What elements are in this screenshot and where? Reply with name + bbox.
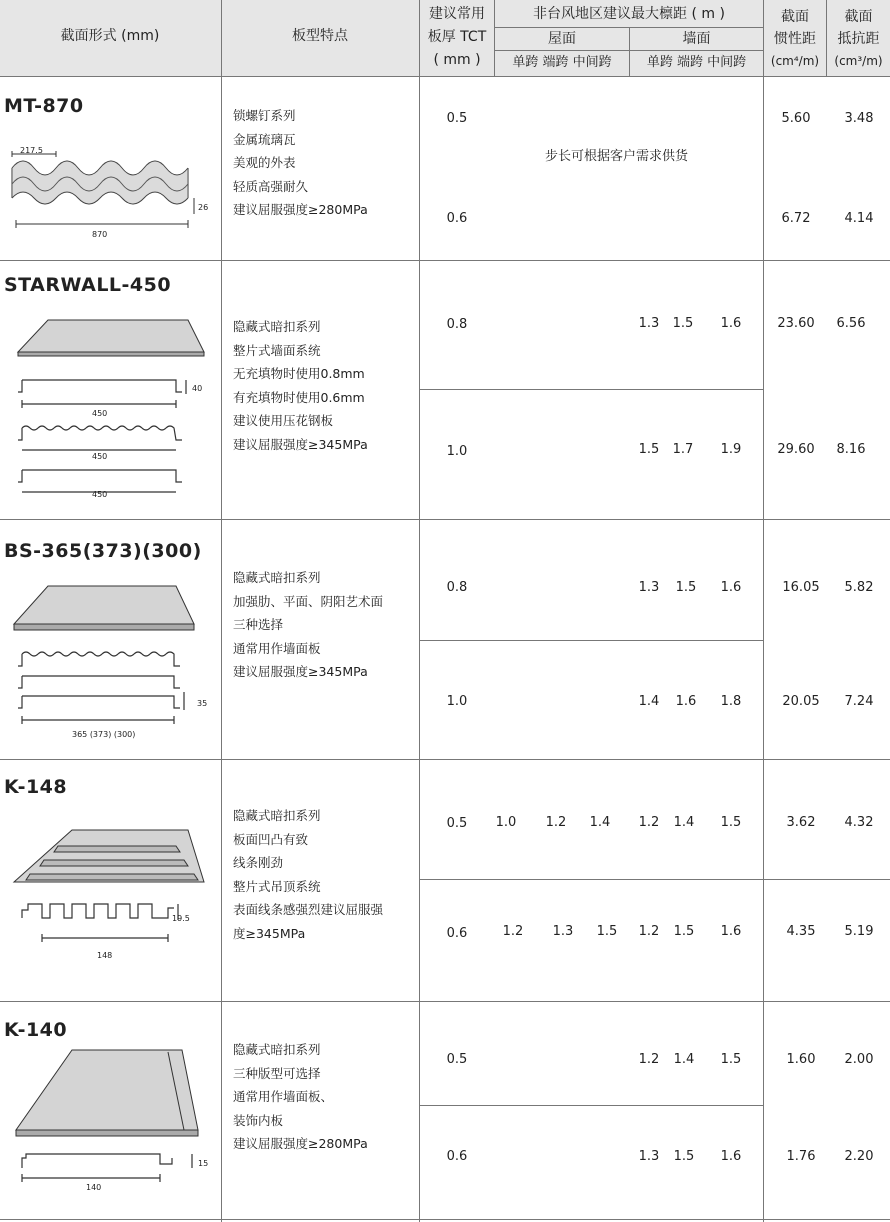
thickness-value: 1.0: [446, 694, 468, 709]
inertia-value: 1.76: [786, 1149, 816, 1164]
thickness-value: 0.6: [446, 211, 468, 226]
grid-line: [420, 879, 890, 880]
wall-end: 1.5: [672, 316, 694, 331]
header-inertia-2: 惯性距: [774, 31, 816, 47]
grid-line: [0, 76, 890, 77]
starwall-profile-drawing: [8, 312, 214, 502]
product-features: [233, 804, 383, 945]
grid-line: [826, 0, 827, 76]
wall-end: 1.5: [673, 924, 695, 939]
feature-line: 美观的外表: [233, 155, 296, 170]
resist-value: 5.82: [844, 580, 874, 595]
feature-line: 锁螺钉系列: [233, 108, 296, 123]
resist-value: 6.56: [836, 316, 866, 331]
feature-line: 隐藏式暗扣系列: [233, 808, 321, 823]
grid-line: [420, 1105, 764, 1106]
header-resist-2: 抵抗距: [837, 31, 880, 47]
feature-line: 整片式墙面系统: [233, 342, 321, 358]
dim-label: 15: [198, 1159, 209, 1168]
wall-end: 1.4: [673, 1052, 695, 1067]
feature-line: 建议使用压花钢板: [233, 413, 334, 428]
thickness-value: 0.5: [446, 111, 468, 126]
dim-label: 450: [92, 452, 108, 461]
k140-profile-drawing: [8, 1046, 214, 1186]
feature-line: 无充填物时使用0.8mm: [233, 366, 365, 381]
grid-line: [419, 0, 420, 1222]
grid-line: [0, 1219, 890, 1220]
roof-middle: 1.5: [596, 924, 618, 939]
header-resist-1: 截面: [844, 9, 873, 25]
header-wall: 墙面: [682, 31, 711, 47]
dim-label: 870: [92, 230, 108, 239]
wall-end: 1.7: [672, 442, 694, 457]
wall-single: 1.2: [638, 1052, 660, 1067]
dim-label: 19.5: [172, 914, 190, 923]
wall-end: 1.5: [675, 580, 697, 595]
grid-line: [420, 640, 764, 641]
product-name: STARWALL-450: [4, 274, 172, 296]
roof-end: 1.3: [552, 924, 574, 939]
dim-label: 26: [198, 203, 209, 212]
resist-value: 8.16: [836, 442, 866, 457]
feature-line: 通常用作墙面板、: [233, 1089, 334, 1104]
header-thickness-3: ( mm ): [433, 52, 481, 68]
header-wall-sub: 单跨 端跨 中间跨: [646, 55, 747, 70]
feature-line: 有充填物时使用0.6mm: [233, 389, 365, 405]
header-roof-sub: 单跨 端跨 中间跨: [512, 55, 612, 70]
wall-middle: 1.5: [720, 815, 742, 830]
roof-end: 1.2: [545, 815, 567, 830]
inertia-value: 5.60: [781, 111, 811, 126]
feature-line: 度≥345MPa: [233, 925, 306, 941]
wall-single: 1.2: [638, 815, 660, 830]
feature-line: 加强肋、平面、阴阳艺术面: [233, 593, 384, 609]
inertia-value: 4.35: [786, 924, 816, 939]
resist-value: 4.32: [844, 815, 874, 830]
grid-line: [221, 0, 222, 1222]
thickness-value: 0.5: [446, 816, 468, 831]
feature-line: 通常用作墙面板: [233, 640, 321, 656]
product-features: [233, 315, 368, 456]
header-resist-3: (cm³/m): [834, 54, 883, 68]
wall-middle: 1.8: [720, 694, 742, 709]
dim-label: 365 (373) (300): [72, 730, 136, 739]
wall-single: 1.3: [638, 316, 660, 331]
wall-middle: 1.6: [720, 580, 742, 595]
inertia-value: 23.60: [777, 316, 815, 331]
thickness-value: 1.0: [446, 444, 468, 459]
feature-line: 装饰内板: [233, 1112, 284, 1128]
header-roof: 屋面: [548, 31, 576, 47]
dim-label: 450: [92, 490, 108, 499]
span-note: 步长可根据客户需求供货: [545, 149, 689, 164]
wall-single: 1.3: [638, 580, 660, 595]
header-section: 截面形式 (mm): [60, 28, 160, 44]
wall-middle: 1.6: [720, 316, 742, 331]
header-thickness-2: 板厚 TCT: [427, 29, 487, 45]
header-features: 板型特点: [292, 28, 348, 44]
grid-line: [629, 27, 630, 76]
resist-value: 2.00: [844, 1052, 874, 1067]
resist-value: 7.24: [844, 694, 874, 709]
resist-value: 2.20: [844, 1149, 874, 1164]
feature-line: 线条刚劲: [233, 855, 284, 870]
grid-line: [494, 0, 495, 76]
product-name: MT-870: [4, 95, 84, 117]
wall-single: 1.4: [638, 694, 660, 709]
resist-value: 4.14: [844, 211, 874, 226]
wall-middle: 1.6: [720, 1149, 742, 1164]
wall-single: 1.5: [638, 442, 660, 457]
dim-label: 140: [86, 1183, 102, 1192]
inertia-value: 29.60: [777, 442, 815, 457]
header-thickness-1: 建议常用: [429, 6, 485, 22]
thickness-value: 0.6: [446, 1149, 468, 1164]
dim-label: 450: [92, 409, 108, 418]
feature-line: 建议屈服强度≥345MPa: [233, 436, 368, 452]
header-span-group: 非台风地区建议最大檩距 ( m ): [533, 6, 725, 22]
bs365-profile-drawing: [8, 580, 214, 740]
feature-line: 三种版型可选择: [233, 1065, 321, 1081]
feature-line: 建议屈服强度≥345MPa: [233, 664, 368, 679]
wall-middle: 1.6: [720, 924, 742, 939]
thickness-value: 0.5: [446, 1052, 468, 1067]
thickness-value: 0.8: [446, 580, 468, 595]
feature-line: 整片式吊顶系统: [233, 878, 321, 894]
grid-line: [763, 0, 764, 1222]
thickness-value: 0.6: [446, 926, 468, 941]
grid-line: [0, 519, 890, 520]
roof-middle: 1.4: [589, 815, 611, 830]
product-name: BS-365(373)(300): [4, 540, 202, 562]
feature-line: 建议屈服强度≥280MPa: [233, 202, 368, 217]
grid-line: [0, 759, 890, 760]
resist-value: 3.48: [844, 111, 874, 126]
feature-line: 轻质高强耐久: [233, 178, 309, 194]
grid-line: [0, 260, 890, 261]
feature-line: 建议屈服强度≥280MPa: [233, 1136, 368, 1151]
product-features: [233, 1038, 368, 1156]
inertia-value: 6.72: [781, 211, 811, 226]
wall-single: 1.2: [638, 924, 660, 939]
feature-line: 三种选择: [233, 617, 284, 632]
header-inertia-3: (cm⁴/m): [770, 54, 820, 68]
feature-line: 表面线条感强烈建议屈服强: [233, 902, 384, 917]
wall-single: 1.3: [638, 1149, 660, 1164]
product-name: K-148: [4, 776, 68, 798]
product-features: [233, 566, 383, 684]
dim-label: 217.5: [20, 146, 43, 155]
grid-line: [0, 1001, 890, 1002]
grid-line: [420, 389, 764, 390]
roof-single: 1.0: [495, 815, 517, 830]
roof-single: 1.2: [502, 924, 524, 939]
inertia-value: 16.05: [782, 580, 820, 595]
wall-end: 1.4: [673, 815, 695, 830]
dim-label: 148: [97, 951, 113, 960]
dim-label: 35: [197, 699, 208, 708]
wall-middle: 1.5: [720, 1052, 742, 1067]
wall-end: 1.6: [675, 694, 697, 709]
header-inertia-1: 截面: [781, 9, 809, 25]
product-features: [233, 104, 368, 222]
thickness-value: 0.8: [446, 317, 468, 332]
feature-line: 隐藏式暗扣系列: [233, 319, 321, 334]
resist-value: 5.19: [844, 924, 874, 939]
wall-middle: 1.9: [720, 442, 742, 457]
feature-line: 隐藏式暗扣系列: [233, 1042, 321, 1057]
feature-line: 板面凹凸有致: [233, 831, 309, 847]
product-name: K-140: [4, 1019, 68, 1041]
feature-line: 隐藏式暗扣系列: [233, 570, 321, 585]
inertia-value: 20.05: [782, 694, 820, 709]
inertia-value: 1.60: [786, 1052, 816, 1067]
wall-end: 1.5: [673, 1149, 695, 1164]
k148-profile-drawing: [8, 826, 214, 956]
inertia-value: 3.62: [786, 815, 816, 830]
dim-label: 40: [192, 384, 203, 393]
feature-line: 金属琉璃瓦: [233, 131, 296, 147]
